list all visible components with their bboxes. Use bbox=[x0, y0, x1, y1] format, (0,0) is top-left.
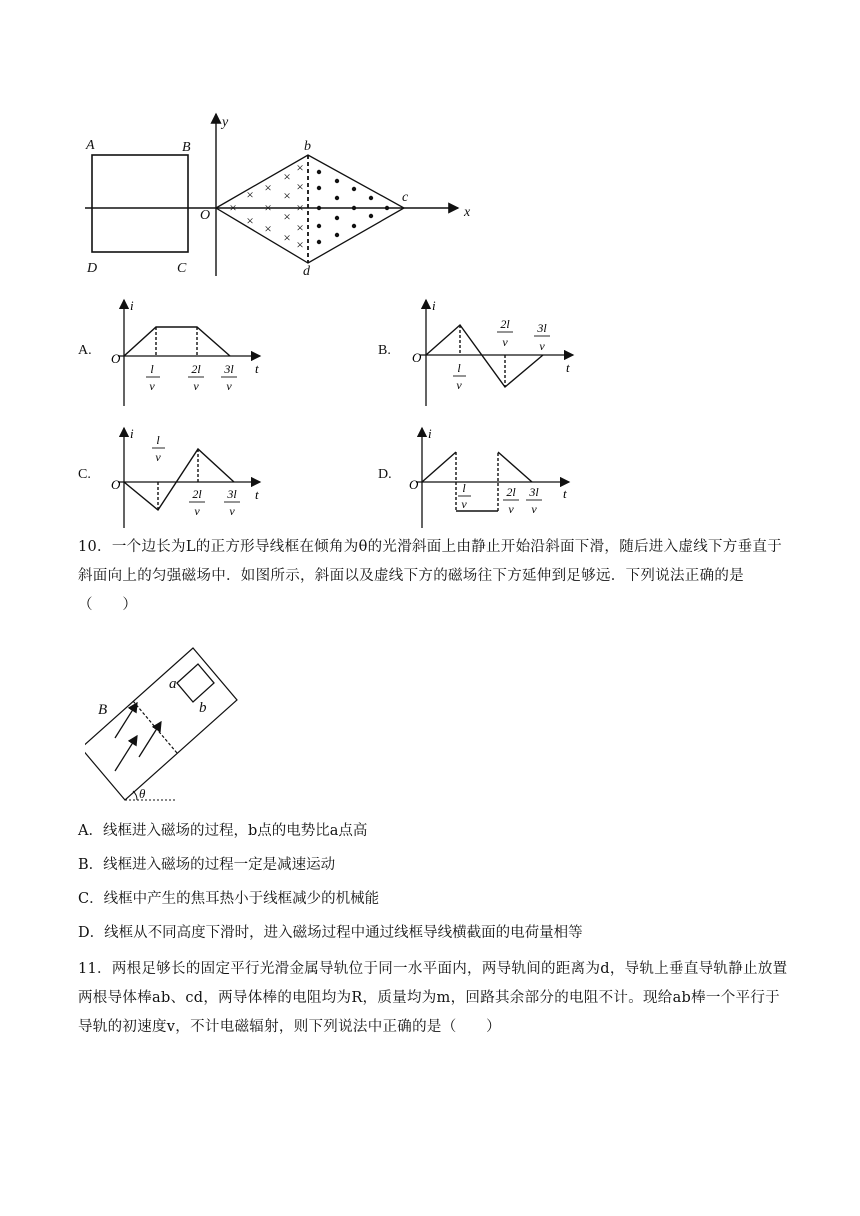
graph-option-C[interactable] bbox=[108, 424, 268, 528]
graph-A-i-label: i bbox=[130, 298, 134, 313]
label-B: B bbox=[182, 140, 191, 155]
graph-B-tick-2: 2l bbox=[500, 317, 510, 331]
graph-D-origin: O bbox=[409, 477, 419, 492]
q10-option-C[interactable]: C．线框中产生的焦耳热小于线框减少的机械能 bbox=[78, 891, 380, 907]
graph-D-tick-3: 3l bbox=[529, 485, 539, 499]
graph-B-t-label: t bbox=[566, 360, 570, 375]
svg-text:×: × bbox=[296, 160, 304, 175]
q10-option-A[interactable]: A．线框进入磁场的过程，b点的电势比a点高 bbox=[78, 823, 368, 839]
svg-text:×: × bbox=[264, 200, 272, 215]
graph-A-t-label: t bbox=[255, 361, 259, 376]
field-out-of-page-dots bbox=[317, 170, 389, 244]
square-loop-ab bbox=[177, 664, 214, 702]
label-B-field: B bbox=[98, 702, 108, 718]
svg-text:×: × bbox=[296, 237, 304, 252]
graph-option-A[interactable] bbox=[108, 296, 268, 406]
graph-option-B[interactable] bbox=[408, 296, 578, 406]
rhombus-field-region bbox=[216, 155, 404, 263]
graph-A-tick-1: l bbox=[150, 362, 154, 376]
question-10-text: 10．一个边长为L的正方形导线框在倾角为θ的光滑斜面上由静止开始沿斜面下滑，随后进入虚线下方垂直于斜面向上的匀强磁场中．如图所示，斜面以及虚线下方的磁场往下方延伸到足够远．下列说法正确的是（ ） bbox=[78, 539, 783, 613]
graph-D-tick-2: 2l bbox=[506, 485, 516, 499]
svg-text:×: × bbox=[283, 209, 291, 224]
figure-incline-magnetic-field bbox=[85, 640, 260, 805]
graph-B-tick-1-den: v bbox=[456, 378, 462, 392]
graph-C-tick-3-den: v bbox=[229, 504, 235, 518]
label-origin: O bbox=[200, 208, 211, 223]
svg-text:×: × bbox=[283, 169, 291, 184]
graph-B-tick-3-den: v bbox=[539, 339, 545, 353]
graph-B-origin: O bbox=[412, 350, 422, 365]
label-y: y bbox=[222, 115, 229, 130]
label-x: x bbox=[464, 205, 471, 220]
graph-option-D[interactable] bbox=[406, 424, 576, 528]
question-11-text: 11．两根足够长的固定平行光滑金属导轨位于同一水平面内，两导轨间的距离为d，导轨上垂直导轨静止放置两根导体棒ab、cd，两导体棒的电阻均为R，质量均为m，回路其余部分的电阻不计。现给ab棒一个平行于导轨的初速度v，不计电磁辐射，则下列说法中正确的是（ ） bbox=[78, 961, 788, 1035]
svg-text:×: × bbox=[296, 179, 304, 194]
graph-C-i-label: i bbox=[130, 426, 134, 441]
svg-text:×: × bbox=[246, 187, 254, 202]
label-C: C bbox=[177, 261, 187, 276]
q10-option-D[interactable]: D．线框从不同高度下滑时，进入磁场过程中通过线框导线横截面的电荷量相等 bbox=[78, 925, 583, 941]
svg-text:×: × bbox=[283, 230, 291, 245]
q10-option-B[interactable]: B．线框进入磁场的过程一定是减速运动 bbox=[78, 857, 336, 873]
svg-text:×: × bbox=[296, 200, 304, 215]
graph-A-tick-3: 3l bbox=[224, 362, 234, 376]
field-arrow-3 bbox=[115, 736, 137, 771]
graph-B-i-label: i bbox=[432, 298, 436, 313]
svg-text:×: × bbox=[283, 188, 291, 203]
svg-text:×: × bbox=[264, 221, 272, 236]
label-A: A bbox=[86, 138, 95, 153]
graph-A-tick-2-den: v bbox=[193, 379, 199, 393]
label-c: c bbox=[402, 190, 409, 205]
label-b-loop: b bbox=[199, 700, 207, 716]
graph-D-tick-1: l bbox=[462, 481, 466, 495]
graph-D-tick-2-den: v bbox=[508, 502, 514, 516]
graph-D-i-label: i bbox=[428, 426, 432, 441]
graph-D-curve bbox=[422, 452, 456, 482]
graph-C-t-label: t bbox=[255, 487, 259, 502]
graph-C-tick-3: 3l bbox=[227, 487, 237, 501]
svg-text:×: × bbox=[296, 220, 304, 235]
graph-A-tick-3-den: v bbox=[226, 379, 232, 393]
graph-B-curve bbox=[426, 325, 543, 387]
graph-C-curve bbox=[124, 449, 234, 510]
graph-D-t-label: t bbox=[563, 486, 567, 501]
label-a: a bbox=[169, 676, 177, 692]
graph-C-tick-1: l bbox=[156, 433, 160, 447]
graph-D-tick-3-den: v bbox=[531, 502, 537, 516]
graph-A-tick-2: 2l bbox=[191, 362, 201, 376]
option-D-label: D. bbox=[378, 467, 392, 482]
svg-text:×: × bbox=[229, 200, 237, 215]
svg-text:×: × bbox=[264, 180, 272, 195]
graph-C-origin: O bbox=[111, 477, 121, 492]
graph-A-curve bbox=[124, 327, 230, 356]
label-D: D bbox=[87, 261, 98, 276]
graph-A-tick-1-den: v bbox=[149, 379, 155, 393]
field-boundary-dashed bbox=[133, 701, 177, 753]
field-arrow-2 bbox=[139, 722, 161, 757]
option-A-label: A. bbox=[78, 343, 92, 358]
figure-square-rhombus bbox=[80, 108, 480, 283]
graph-B-tick-2-den: v bbox=[502, 335, 508, 349]
graph-C-tick-1-den: v bbox=[155, 450, 161, 464]
label-theta: θ bbox=[139, 786, 146, 801]
square-loop bbox=[92, 155, 188, 252]
graph-C-tick-2-den: v bbox=[194, 504, 200, 518]
label-b: b bbox=[304, 139, 311, 154]
incline-plane bbox=[85, 648, 237, 800]
graph-D-tick-1-den: v bbox=[461, 497, 467, 511]
label-d: d bbox=[303, 264, 310, 279]
graph-C-tick-2: 2l bbox=[192, 487, 202, 501]
option-B-label: B. bbox=[378, 343, 391, 358]
graph-B-tick-1: l bbox=[457, 361, 461, 375]
svg-text:×: × bbox=[246, 213, 254, 228]
graph-A-origin: O bbox=[111, 351, 121, 366]
option-C-label: C. bbox=[78, 467, 91, 482]
graph-B-tick-3: 3l bbox=[537, 321, 547, 335]
